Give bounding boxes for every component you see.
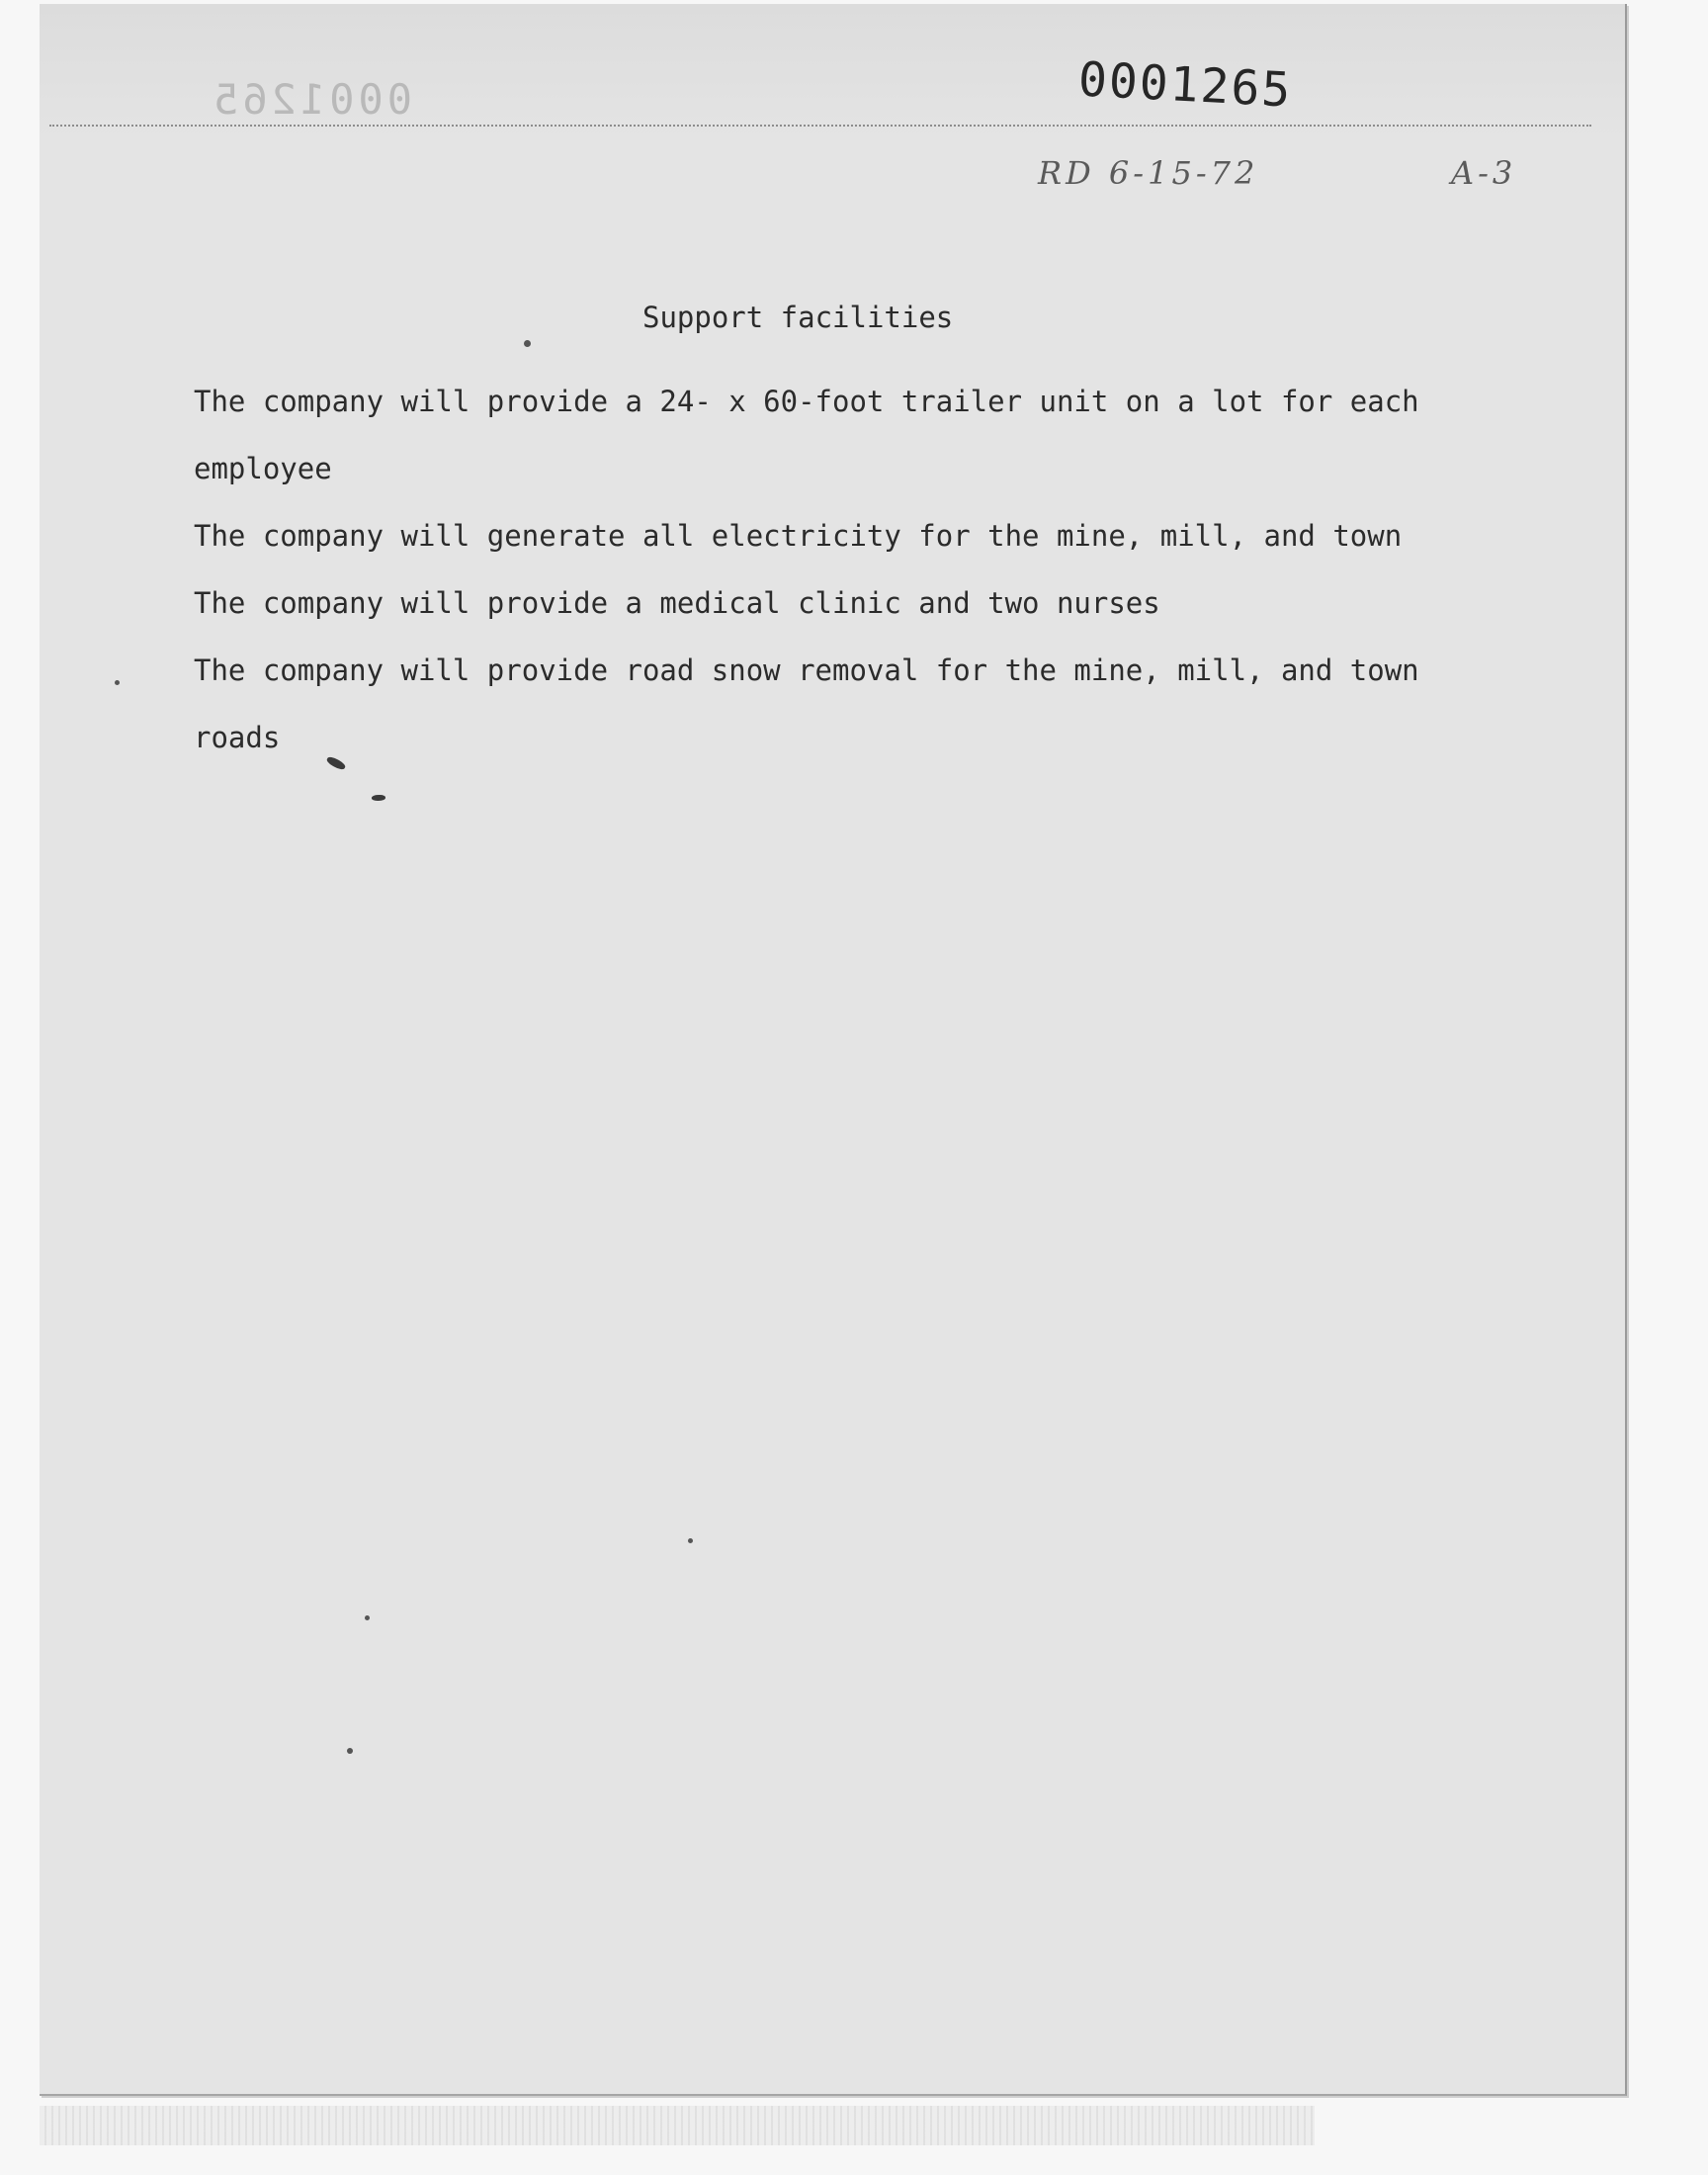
ink-speck — [115, 680, 120, 685]
document-body — [194, 368, 1518, 771]
body-paragraph: The company will provide a 24- x 60-foot trailer unit on a lot for each employee — [194, 385, 1419, 485]
paper-page — [40, 4, 1627, 2096]
document-number-stamp: 0001265 — [1076, 51, 1294, 119]
ink-speck — [365, 1615, 370, 1620]
handwritten-date-note: RD 6-15-72 — [1038, 154, 1259, 192]
body-paragraph: The company will provide a medical clinic and two nurses — [194, 586, 1160, 620]
ink-speck — [347, 1748, 353, 1754]
section-heading: Support facilities — [642, 301, 954, 334]
body-paragraph: The company will generate all electricity for the mine, mill, and town — [194, 519, 1403, 553]
scanner-edge-strip — [40, 2106, 1315, 2145]
ghost-stamp-bleed-through: 0001265 — [210, 75, 413, 124]
ink-speck — [688, 1538, 693, 1543]
page-reference-note: A-3 — [1451, 154, 1517, 192]
stamp-rule — [49, 125, 1591, 127]
body-paragraph: The company will provide road snow removal for the mine, mill, and town roads — [194, 653, 1419, 754]
ink-smudge — [372, 795, 385, 801]
ink-speck — [524, 340, 531, 347]
